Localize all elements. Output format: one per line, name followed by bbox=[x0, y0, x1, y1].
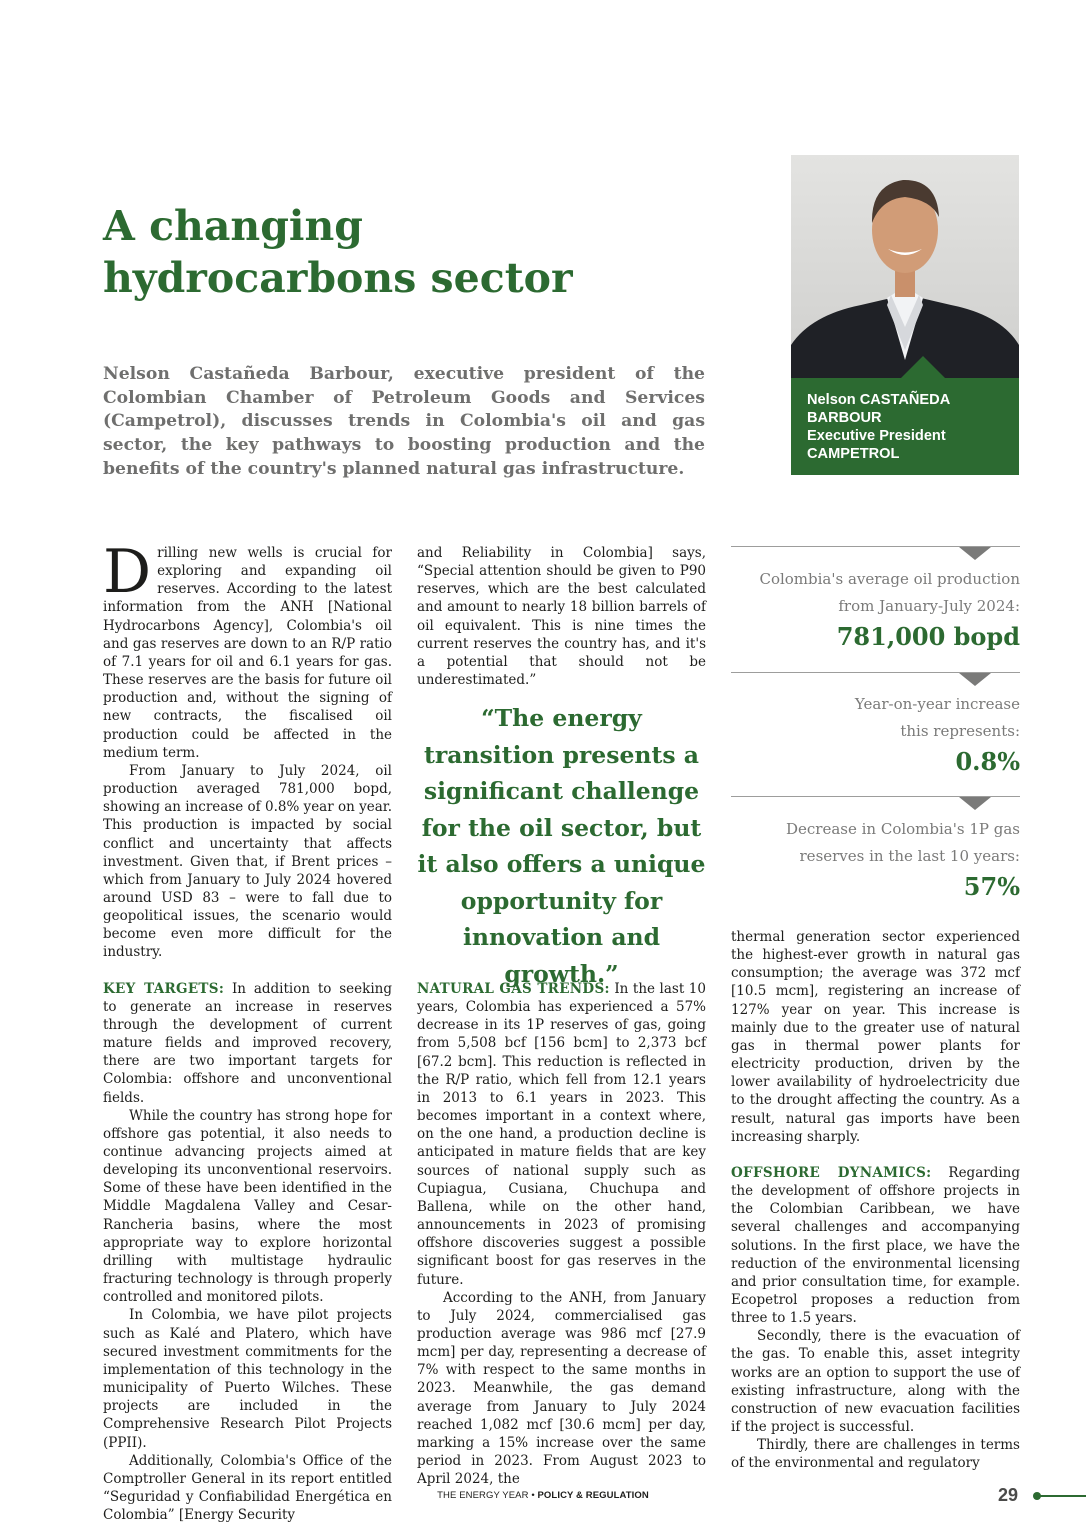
body-paragraph: In the last 10 years, Colombia has experienced a 57% decrease in its 1P reserves of gas, going from 5,508 bcf [156 bcm] to 2,373 bcf [67.2 bcm]. This reduction is reflected in the R/P ratio, which fell from 12.1 years in 2013 to 6.1 years in 2023. This becomes important in a context where, on the one hand, a production decline is anticipated in mature fields that are key sources of national supply such as Cupiagua, Cusiana, Chuchupa and Ballena, while on the other hand, announcements in 2023 of promising offshore discoveries suggest a possible significant boost for gas reserves in the future. bbox=[417, 981, 706, 1288]
stat-value: 57% bbox=[963, 872, 1020, 901]
body-paragraph: In addition to seeking to generate an increase in reserves through the development of current mature fields and improved recovery, there are two important targets for Colombia: offshore and unconventional fields. bbox=[103, 980, 392, 1106]
portrait-illustration bbox=[791, 155, 1019, 378]
article-title: A changing hydrocarbons sector bbox=[103, 202, 573, 302]
body-column-1 bbox=[103, 537, 393, 1524]
stat-label bbox=[731, 816, 1020, 869]
stat-label bbox=[731, 691, 1020, 744]
page-marker-rule bbox=[1040, 1495, 1086, 1497]
stat-value: 781,000 bopd bbox=[836, 622, 1020, 651]
section-heading-natural-gas: NATURAL GAS TRENDS: bbox=[417, 981, 610, 997]
body-paragraph: and Reliability in Colombia] says, “Special attention should be given to P90 reserves, which are the best calculated and amount to nearly 18 billion barrels of oil equivalent. This is nine times the current reserves the country has, and it's a potential that should not be underestimated.” bbox=[417, 545, 706, 689]
body-paragraph: In Colombia, we have pilot projects such as Kalé and Platero, which have secured investment commitments for the implementation of this technology in the municipality of Puerto Wilches. These projects are included in the Comprehensive Research Pilot Projects (PPII). bbox=[103, 1307, 392, 1451]
stat-label-line: Decrease in Colombia's 1P gas bbox=[785, 820, 1020, 838]
section-heading-offshore: OFFSHORE DYNAMICS: bbox=[731, 1164, 932, 1181]
body-paragraph: Secondly, there is the evacuation of the gas. To enable this, asset integrity works are an option to support the use of existing infrastructure, along with the construction of new evacuation facilities if the project is successful. bbox=[731, 1328, 1020, 1436]
stat-label-line: reserves in the last 10 years: bbox=[799, 846, 1020, 865]
body-paragraph: While the country has strong hope for offshore gas potential, it also needs to continue advancing projects aimed at developing its unconventional reservoirs. Some of these have been identified in the Middle Magdalena Valley and Cesar-Rancheria basins, where the most appropriate way to explore horizontal drilling with multistage hydraulic fracturing technology is through properly controlled and monitored pilots. bbox=[103, 1107, 392, 1306]
body-paragraph: According to the ANH, from January to July 2024, commercialised gas production average was 986 mcf [27.9 mcm] per day, representing a decrease of 7% with respect to the same months in 2023. Meanwhile, the gas demand average from January to July 2024 reached 1,082 mcf [30.6 mcm] per day, marking a 15% increase over the same period in 2023. From August 2023 to April 2024, the bbox=[417, 1289, 706, 1488]
profile-organization: CAMPETROL bbox=[807, 446, 900, 462]
body-paragraph: Regarding the development of offshore projects in the Colombian Caribbean, we have several challenges and accompanying solutions. In the first place, we have the reduction of the environmental licensing and prior consultation time, for example. Ecopetrol proposes a reduction from three to 1.5 years. bbox=[731, 1164, 1020, 1327]
drop-cap: D bbox=[103, 537, 152, 607]
footer-publication: THE ENERGY YEAR bbox=[437, 1490, 529, 1501]
stat-pointer-icon bbox=[959, 547, 991, 560]
page-number: 29 bbox=[998, 1485, 1019, 1505]
stat-label-line: from January-July 2024: bbox=[838, 596, 1020, 615]
body-column-2-bottom bbox=[417, 980, 706, 1488]
portrait-photo bbox=[791, 155, 1019, 378]
profile-name-line2: BARBOUR bbox=[807, 410, 882, 426]
footer-separator: • bbox=[528, 1490, 538, 1501]
section-heading-key-targets: KEY TARGETS: bbox=[103, 980, 225, 997]
stat-pointer-icon bbox=[959, 673, 991, 686]
body-paragraph: thermal generation sector experienced the highest-ever growth in natural gas consumption; the average was 372 mcf [10.5 mcm], registering an increase of 127% year on year. This increase is mainly due to the greater use of natural gas in thermal power plants for electricity production, driven by the lower availability of hydroelectricity due to the drought affecting the country. As a result, natural gas imports have been increasing sharply. bbox=[731, 929, 1020, 1145]
profile-name-line1: Nelson CASTAÑEDA bbox=[807, 392, 951, 408]
body-paragraph: Additionally, Colombia's Office of the Comptroller General in its report entitled “Seguridad y Confiabilidad Energética en Colombia” [Energy Security bbox=[103, 1452, 392, 1524]
stat-value: 0.8% bbox=[955, 747, 1020, 776]
page-footer bbox=[0, 1490, 1086, 1501]
stat-pointer-icon bbox=[959, 797, 991, 810]
body-column-2-top bbox=[417, 544, 706, 689]
stat-label-line: Colombia's average oil production bbox=[759, 570, 1020, 588]
body-paragraph: rilling new wells is crucial for exploring and expanding oil reserves. According to the latest information from the ANH [National Hydrocarbons Agency], Colombia's oil and gas reserves are down to an R/P ratio of 7.1 years for oil and 6.1 years for gas. These reserves are the basis for future oil production and, without the signing of new contracts, the fiscalised oil production could be affected in the medium term. bbox=[103, 545, 392, 761]
footer-section: POLICY & REGULATION bbox=[537, 1490, 649, 1501]
stat-label bbox=[731, 566, 1020, 619]
body-column-3 bbox=[731, 928, 1020, 1473]
body-paragraph: From January to July 2024, oil production averaged 781,000 bopd, showing an increase of 0.8% year on year. This production is impacted by social conflict and uncertainty that affects investment. Given that, if Brent prices – which from January to July 2024 hovered around USD 83 – were to fall due to geopolitical issues, the scenario would become even more difficult for the industry. bbox=[103, 762, 393, 961]
body-paragraph: Thirdly, there are challenges in terms of the environmental and regulatory bbox=[731, 1437, 1020, 1472]
stat-label-line: Year-on-year increase bbox=[854, 695, 1020, 713]
profile-role: Executive President bbox=[807, 428, 946, 444]
profile-card bbox=[791, 378, 1019, 475]
pull-quote: “The energy transition presents a significant challenge for the oil sector, but it also offers a unique opportunity for innovation and growth.” bbox=[417, 704, 706, 988]
stat-label-line: this represents: bbox=[900, 721, 1020, 740]
article-intro: Nelson Castañeda Barbour, executive president of the Colombian Chamber of Petroleum Goods and Services (Campetrol), discusses trends in Colombia's oil and gas sector, the key pathways to boosting production and the benefits of the country's planned natural gas infrastructure. bbox=[103, 364, 705, 479]
